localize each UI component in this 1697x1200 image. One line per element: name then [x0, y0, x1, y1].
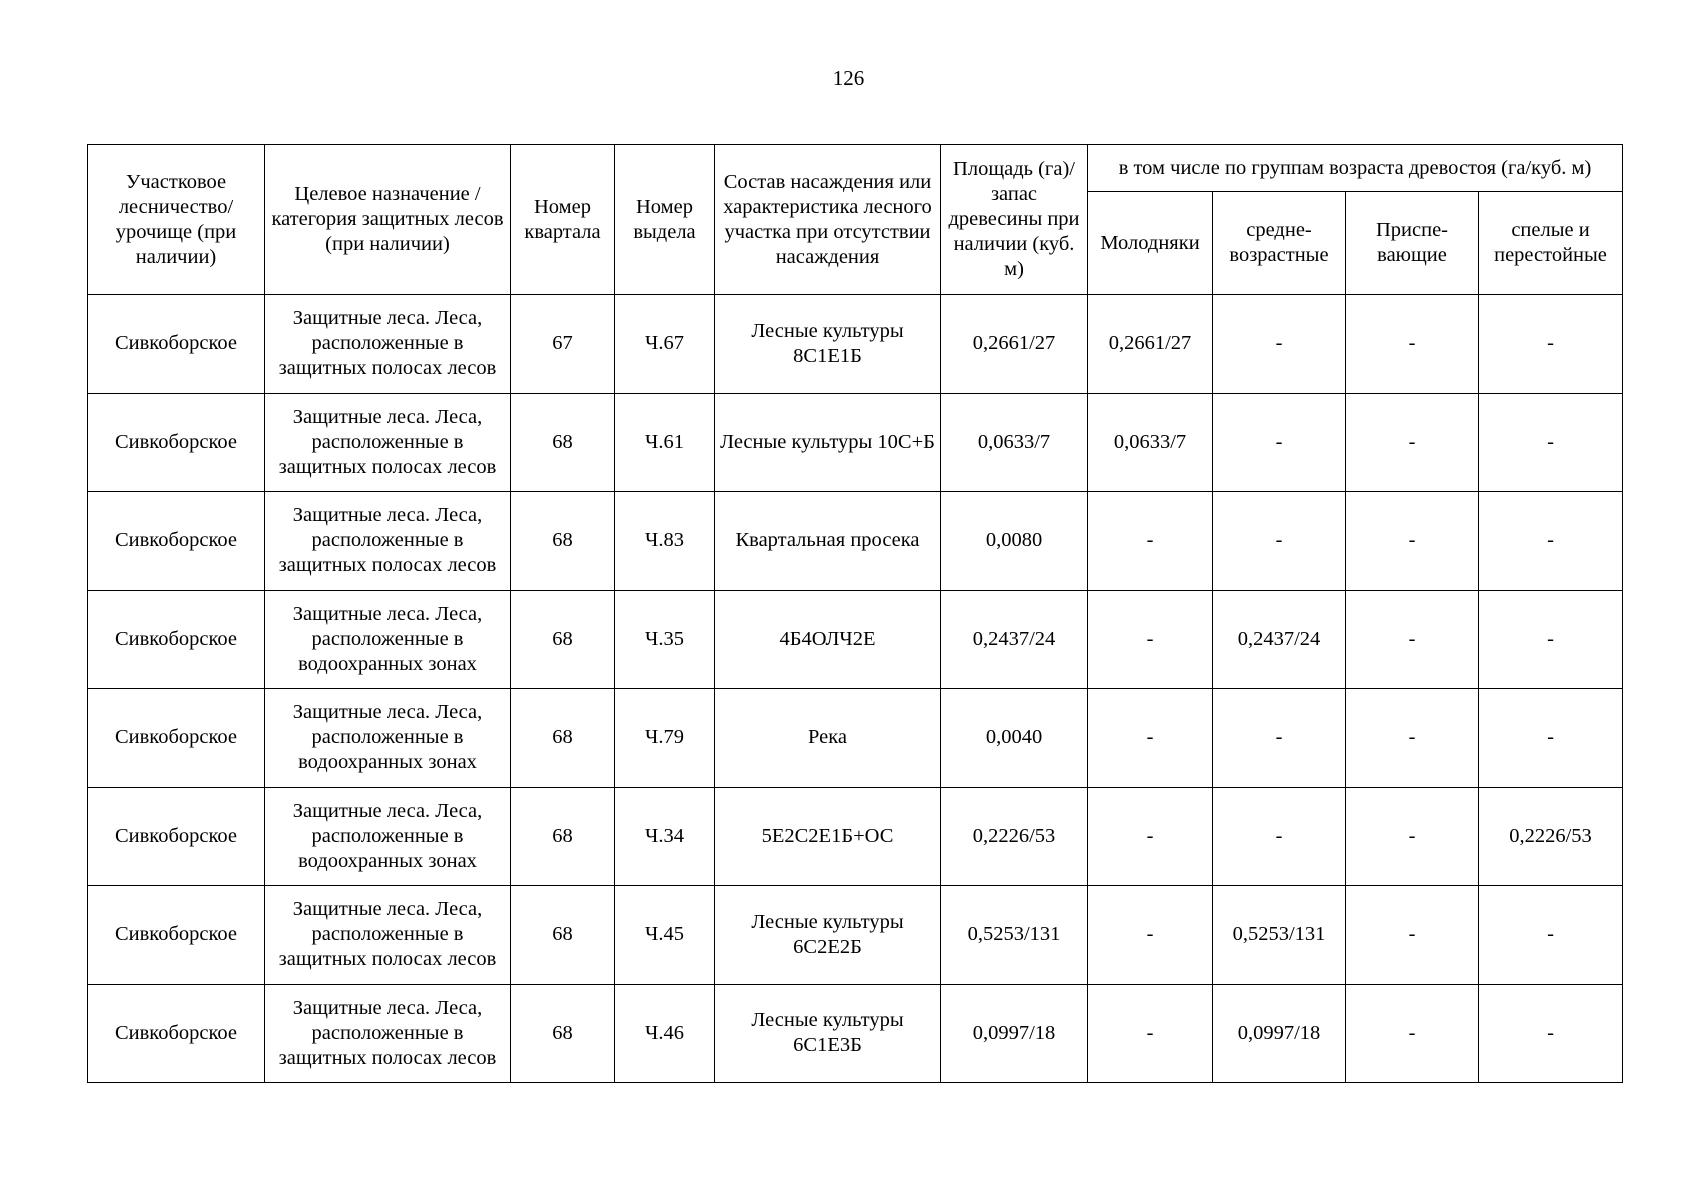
cell-allotment: Ч.61 — [615, 393, 715, 492]
cell-allotment: Ч.45 — [615, 886, 715, 985]
cell-area: 0,5253/131 — [941, 886, 1088, 985]
cell-composition: Река — [715, 689, 941, 788]
cell-purpose: Защитные леса. Леса, расположенные в водоохранных зонах — [265, 590, 511, 689]
cell-mature: - — [1479, 590, 1623, 689]
cell-purpose: Защитные леса. Леса, расположенные в защитных полосах лесов — [265, 393, 511, 492]
cell-purpose: Защитные леса. Леса, расположенные в водоохранных зонах — [265, 689, 511, 788]
cell-middle: - — [1213, 295, 1346, 394]
cell-maturing: - — [1346, 295, 1479, 394]
cell-quarter: 68 — [511, 689, 615, 788]
cell-quarter: 68 — [511, 984, 615, 1083]
cell-maturing: - — [1346, 787, 1479, 886]
cell-maturing: - — [1346, 492, 1479, 591]
cell-young: 0,2661/27 — [1088, 295, 1213, 394]
cell-district: Сивкоборское — [88, 393, 265, 492]
cell-mature: - — [1479, 689, 1623, 788]
cell-allotment: Ч.34 — [615, 787, 715, 886]
header-purpose: Целевое назначение / категория защитных лесов (при наличии) — [265, 145, 511, 295]
cell-maturing: - — [1346, 984, 1479, 1083]
cell-district: Сивкоборское — [88, 984, 265, 1083]
cell-district: Сивкоборское — [88, 492, 265, 591]
cell-young: - — [1088, 590, 1213, 689]
cell-middle: - — [1213, 393, 1346, 492]
cell-purpose: Защитные леса. Леса, расположенные в водоохранных зонах — [265, 787, 511, 886]
header-age-groups: в том числе по группам возраста древостоя (га/куб. м) — [1088, 145, 1623, 192]
cell-middle: - — [1213, 689, 1346, 788]
cell-area: 0,0997/18 — [941, 984, 1088, 1083]
header-maturing: Приспе-вающие — [1346, 192, 1479, 295]
cell-middle: - — [1213, 492, 1346, 591]
cell-district: Сивкоборское — [88, 886, 265, 985]
cell-middle: 0,0997/18 — [1213, 984, 1346, 1083]
header-mature: спелые и перестойные — [1479, 192, 1623, 295]
table-row — [88, 295, 1623, 394]
cell-composition: Квартальная просека — [715, 492, 941, 591]
cell-composition: Лесные культуры 6С2Е2Б — [715, 886, 941, 985]
cell-area: 0,2226/53 — [941, 787, 1088, 886]
cell-area: 0,0633/7 — [941, 393, 1088, 492]
cell-maturing: - — [1346, 393, 1479, 492]
cell-composition: Лесные культуры 8С1Е1Б — [715, 295, 941, 394]
cell-mature: - — [1479, 393, 1623, 492]
cell-allotment: Ч.67 — [615, 295, 715, 394]
cell-area: 0,0040 — [941, 689, 1088, 788]
cell-quarter: 68 — [511, 492, 615, 591]
cell-middle: - — [1213, 787, 1346, 886]
cell-young: - — [1088, 886, 1213, 985]
header-district: Участковое лесничество/ урочище (при наличии) — [88, 145, 265, 295]
cell-young: - — [1088, 689, 1213, 788]
cell-composition: Лесные культуры 6С1Е3Б — [715, 984, 941, 1083]
table-row — [88, 787, 1623, 886]
table-row — [88, 689, 1623, 788]
cell-maturing: - — [1346, 886, 1479, 985]
cell-composition: Лесные культуры 10С+Б — [715, 393, 941, 492]
cell-maturing: - — [1346, 689, 1479, 788]
table-row — [88, 886, 1623, 985]
header-composition: Состав насаждения или характеристика лесного участка при отсутствии насаждения — [715, 145, 941, 295]
cell-purpose: Защитные леса. Леса, расположенные в защитных полосах лесов — [265, 492, 511, 591]
cell-district: Сивкоборское — [88, 295, 265, 394]
cell-mature: - — [1479, 295, 1623, 394]
cell-allotment: Ч.79 — [615, 689, 715, 788]
cell-young: - — [1088, 787, 1213, 886]
table-row — [88, 393, 1623, 492]
cell-district: Сивкоборское — [88, 689, 265, 788]
cell-district: Сивкоборское — [88, 787, 265, 886]
cell-middle: 0,5253/131 — [1213, 886, 1346, 985]
cell-young: - — [1088, 984, 1213, 1083]
cell-middle: 0,2437/24 — [1213, 590, 1346, 689]
cell-mature: - — [1479, 886, 1623, 985]
cell-mature: 0,2226/53 — [1479, 787, 1623, 886]
cell-quarter: 68 — [511, 787, 615, 886]
table-body — [88, 295, 1623, 1083]
cell-area: 0,2661/27 — [941, 295, 1088, 394]
cell-purpose: Защитные леса. Леса, расположенные в защитных полосах лесов — [265, 886, 511, 985]
cell-allotment: Ч.46 — [615, 984, 715, 1083]
cell-mature: - — [1479, 492, 1623, 591]
cell-area: 0,2437/24 — [941, 590, 1088, 689]
cell-young: - — [1088, 492, 1213, 591]
table-row — [88, 984, 1623, 1083]
cell-area: 0,0080 — [941, 492, 1088, 591]
cell-composition: 5Е2С2Е1Б+ОС — [715, 787, 941, 886]
header-area: Площадь (га)/ запас древесины при наличии (куб. м) — [941, 145, 1088, 295]
cell-allotment: Ч.35 — [615, 590, 715, 689]
cell-young: 0,0633/7 — [1088, 393, 1213, 492]
cell-composition: 4Б4ОЛЧ2Е — [715, 590, 941, 689]
header-quarter: Номер квартала — [511, 145, 615, 295]
header-allotment: Номер выдела — [615, 145, 715, 295]
cell-quarter: 68 — [511, 886, 615, 985]
cell-allotment: Ч.83 — [615, 492, 715, 591]
cell-district: Сивкоборское — [88, 590, 265, 689]
header-middle: средне-возрастные — [1213, 192, 1346, 295]
cell-mature: - — [1479, 984, 1623, 1083]
cell-quarter: 68 — [511, 393, 615, 492]
page-number: 126 — [832, 66, 865, 90]
table-row — [88, 492, 1623, 591]
forest-allotment-table — [87, 144, 1623, 1083]
cell-quarter: 68 — [511, 590, 615, 689]
header-young: Молодняки — [1088, 192, 1213, 295]
cell-purpose: Защитные леса. Леса, расположенные в защитных полосах лесов — [265, 295, 511, 394]
table-row — [88, 590, 1623, 689]
cell-maturing: - — [1346, 590, 1479, 689]
cell-purpose: Защитные леса. Леса, расположенные в защитных полосах лесов — [265, 984, 511, 1083]
cell-quarter: 67 — [511, 295, 615, 394]
